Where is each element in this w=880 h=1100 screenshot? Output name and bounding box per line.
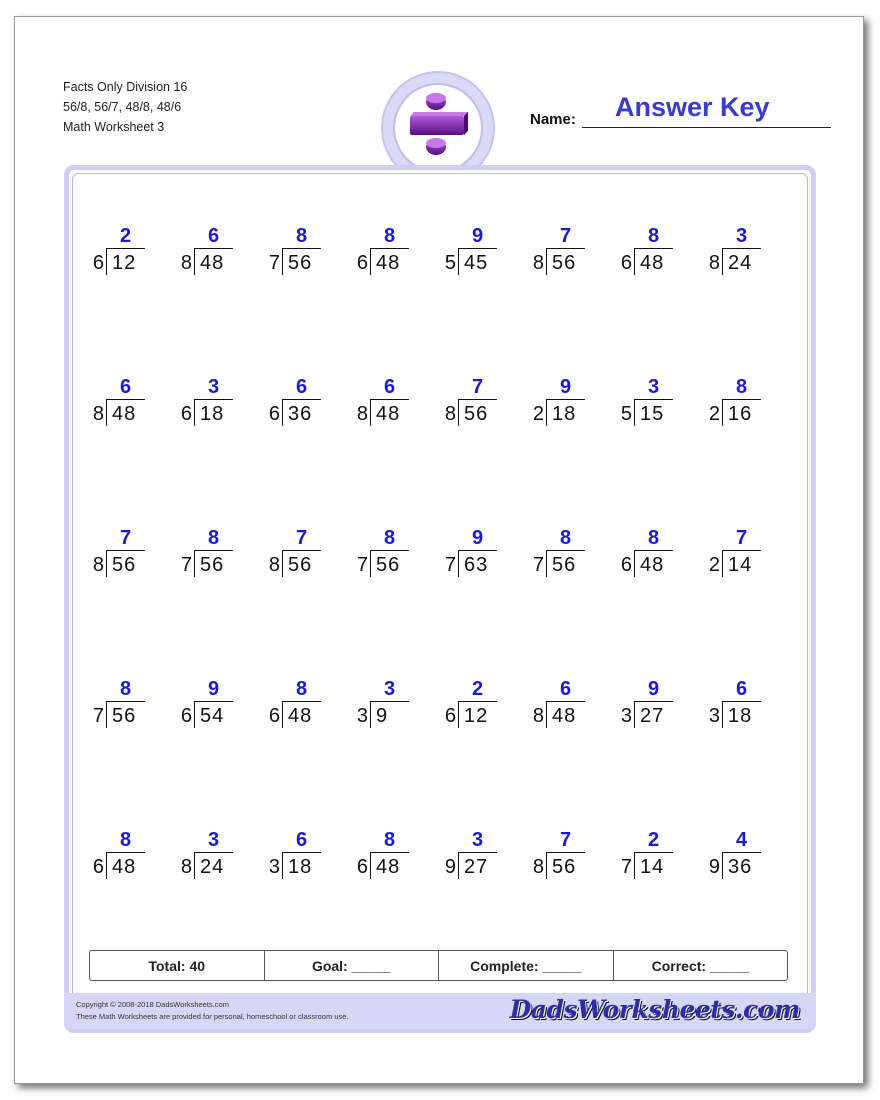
divisor: 6	[92, 856, 104, 878]
quotient-answer: 8	[384, 829, 396, 851]
divisor: 6	[620, 554, 632, 576]
quotient-answer: 6	[384, 376, 396, 398]
division-problem	[528, 527, 590, 587]
divisor: 6	[180, 403, 192, 425]
quotient-answer: 6	[736, 678, 748, 700]
quotient-answer: 2	[648, 829, 660, 851]
dividend: 48	[288, 705, 313, 727]
division-problem	[264, 678, 326, 738]
division-problem	[440, 225, 502, 285]
dividend: 54	[200, 705, 225, 727]
quotient-answer: 8	[560, 527, 572, 549]
usage-notice: These Math Worksheets are provided for personal, homeschool or classroom use.	[76, 1012, 349, 1021]
quotient-answer: 3	[472, 829, 484, 851]
division-problem	[528, 678, 590, 738]
dividend: 36	[728, 856, 753, 878]
dividend: 24	[728, 252, 753, 274]
dividend: 48	[200, 252, 225, 274]
divisor: 9	[708, 856, 720, 878]
division-problem	[176, 527, 238, 587]
division-problem	[176, 678, 238, 738]
divisor: 7	[620, 856, 632, 878]
quotient-answer: 6	[296, 376, 308, 398]
divisor: 7	[268, 252, 280, 274]
quotient-answer: 7	[560, 225, 572, 247]
quotient-answer: 8	[208, 527, 220, 549]
score-goal: Goal: _____	[265, 951, 440, 980]
quotient-answer: 8	[384, 527, 396, 549]
dividend: 56	[552, 856, 577, 878]
dividend: 48	[552, 705, 577, 727]
quotient-answer: 7	[736, 527, 748, 549]
dividend: 56	[112, 554, 137, 576]
dividend: 48	[112, 856, 137, 878]
quotient-answer: 9	[472, 225, 484, 247]
division-problem	[88, 527, 150, 587]
dividend: 56	[200, 554, 225, 576]
worksheet-title: Facts Only Division 16	[63, 80, 188, 94]
division-problem	[264, 376, 326, 436]
dividend: 12	[112, 252, 137, 274]
division-problem	[264, 527, 326, 587]
divisor: 8	[532, 252, 544, 274]
dividend: 56	[112, 705, 137, 727]
division-problem	[704, 829, 766, 889]
division-problem	[176, 829, 238, 889]
quotient-answer: 7	[120, 527, 132, 549]
dividend: 14	[728, 554, 753, 576]
division-problem	[352, 527, 414, 587]
division-problem	[440, 829, 502, 889]
dividend: 48	[376, 252, 401, 274]
quotient-answer: 3	[648, 376, 660, 398]
divisor: 8	[268, 554, 280, 576]
quotient-answer: 8	[736, 376, 748, 398]
quotient-answer: 7	[472, 376, 484, 398]
dividend: 56	[552, 554, 577, 576]
quotient-answer: 4	[736, 829, 748, 851]
quotient-answer: 8	[384, 225, 396, 247]
dividend: 56	[288, 252, 313, 274]
quotient-answer: 6	[120, 376, 132, 398]
quotient-answer: 3	[208, 376, 220, 398]
division-problem	[88, 225, 150, 285]
quotient-answer: 8	[296, 225, 308, 247]
division-problem	[528, 225, 590, 285]
dividend: 14	[640, 856, 665, 878]
divisor: 3	[708, 705, 720, 727]
footer	[64, 993, 816, 1029]
worksheet-number: Math Worksheet 3	[63, 120, 165, 134]
division-problem	[440, 678, 502, 738]
dividend: 18	[288, 856, 313, 878]
divisor: 8	[532, 856, 544, 878]
divisor: 7	[180, 554, 192, 576]
division-problem	[616, 376, 678, 436]
division-problem	[616, 225, 678, 285]
dividend: 36	[288, 403, 313, 425]
division-problem	[176, 225, 238, 285]
division-problem	[704, 678, 766, 738]
quotient-answer: 9	[648, 678, 660, 700]
dividend: 12	[464, 705, 489, 727]
name-label: Name:	[530, 111, 576, 128]
division-problem	[352, 376, 414, 436]
name-line	[582, 127, 831, 128]
divisor: 3	[356, 705, 368, 727]
divisor: 2	[532, 403, 544, 425]
divisor: 2	[708, 554, 720, 576]
division-problem	[264, 829, 326, 889]
dividend: 45	[464, 252, 489, 274]
dividend: 63	[464, 554, 489, 576]
quotient-answer: 9	[472, 527, 484, 549]
dividend: 56	[552, 252, 577, 274]
brand-logo: DadsWorksheets.com	[509, 995, 800, 1024]
quotient-answer: 8	[120, 829, 132, 851]
quotient-answer: 8	[296, 678, 308, 700]
quotient-answer: 6	[296, 829, 308, 851]
dividend: 48	[640, 554, 665, 576]
quotient-answer: 7	[296, 527, 308, 549]
quotient-answer: 8	[648, 225, 660, 247]
dividend: 56	[464, 403, 489, 425]
division-sign-icon	[395, 85, 481, 171]
worksheet-info	[63, 77, 187, 137]
division-problem	[264, 225, 326, 285]
quotient-answer: 6	[560, 678, 572, 700]
divisor: 8	[356, 403, 368, 425]
divisor: 8	[532, 705, 544, 727]
dividend: 48	[112, 403, 137, 425]
name-field	[530, 92, 831, 130]
division-problem	[616, 678, 678, 738]
division-problem	[528, 376, 590, 436]
division-problem	[704, 527, 766, 587]
division-problem	[704, 225, 766, 285]
quotient-answer: 3	[736, 225, 748, 247]
division-problem	[616, 527, 678, 587]
divisor: 6	[180, 705, 192, 727]
quotient-answer: 7	[560, 829, 572, 851]
dividend: 18	[552, 403, 577, 425]
dividend: 9	[376, 705, 389, 727]
answer-key-label: Answer Key	[615, 92, 770, 122]
divisor: 8	[180, 856, 192, 878]
divisor: 7	[92, 705, 104, 727]
division-problem	[704, 376, 766, 436]
dividend: 48	[376, 856, 401, 878]
dividend: 48	[376, 403, 401, 425]
copyright-text: Copyright © 2008-2018 DadsWorksheets.com	[76, 1000, 229, 1009]
dividend: 56	[288, 554, 313, 576]
dividend: 48	[640, 252, 665, 274]
quotient-answer: 8	[648, 527, 660, 549]
division-problem	[352, 829, 414, 889]
dividend: 27	[640, 705, 665, 727]
quotient-answer: 8	[120, 678, 132, 700]
score-box	[89, 950, 788, 981]
division-problem	[528, 829, 590, 889]
divisor: 9	[444, 856, 456, 878]
division-problem	[88, 678, 150, 738]
dividend: 27	[464, 856, 489, 878]
division-problem	[440, 376, 502, 436]
divisor: 6	[92, 252, 104, 274]
quotient-answer: 6	[208, 225, 220, 247]
divisor: 7	[356, 554, 368, 576]
quotient-answer: 3	[384, 678, 396, 700]
dividend: 18	[728, 705, 753, 727]
dividend: 18	[200, 403, 225, 425]
divisor: 6	[620, 252, 632, 274]
quotient-answer: 3	[208, 829, 220, 851]
dividend: 24	[200, 856, 225, 878]
copyright	[76, 999, 349, 1023]
divisor: 8	[180, 252, 192, 274]
problems-panel	[64, 165, 816, 1033]
divisor: 8	[92, 403, 104, 425]
score-complete: Complete: _____	[439, 951, 614, 980]
divisor: 8	[708, 252, 720, 274]
quotient-answer: 2	[472, 678, 484, 700]
divisor: 3	[268, 856, 280, 878]
divisor: 6	[444, 705, 456, 727]
division-problem	[176, 376, 238, 436]
divisor: 2	[708, 403, 720, 425]
divisor: 5	[620, 403, 632, 425]
divisor: 8	[444, 403, 456, 425]
divisor: 6	[356, 252, 368, 274]
division-problem	[352, 678, 414, 738]
quotient-answer: 9	[208, 678, 220, 700]
divisor: 6	[356, 856, 368, 878]
score-total: Total: 40	[90, 951, 265, 980]
dividend: 15	[640, 403, 665, 425]
division-problem	[440, 527, 502, 587]
division-problem	[352, 225, 414, 285]
divisor: 6	[268, 403, 280, 425]
divisor: 3	[620, 705, 632, 727]
division-problem	[616, 829, 678, 889]
division-problem	[88, 829, 150, 889]
divisor: 5	[444, 252, 456, 274]
divisor: 8	[92, 554, 104, 576]
division-problem	[88, 376, 150, 436]
score-correct: Correct: _____	[651, 957, 749, 974]
divisor: 6	[268, 705, 280, 727]
dividend: 16	[728, 403, 753, 425]
divisor: 7	[444, 554, 456, 576]
quotient-answer: 2	[120, 225, 132, 247]
dividend: 56	[376, 554, 401, 576]
worksheet-subtitle: 56/8, 56/7, 48/8, 48/6	[63, 100, 182, 114]
divisor: 7	[532, 554, 544, 576]
quotient-answer: 9	[560, 376, 572, 398]
